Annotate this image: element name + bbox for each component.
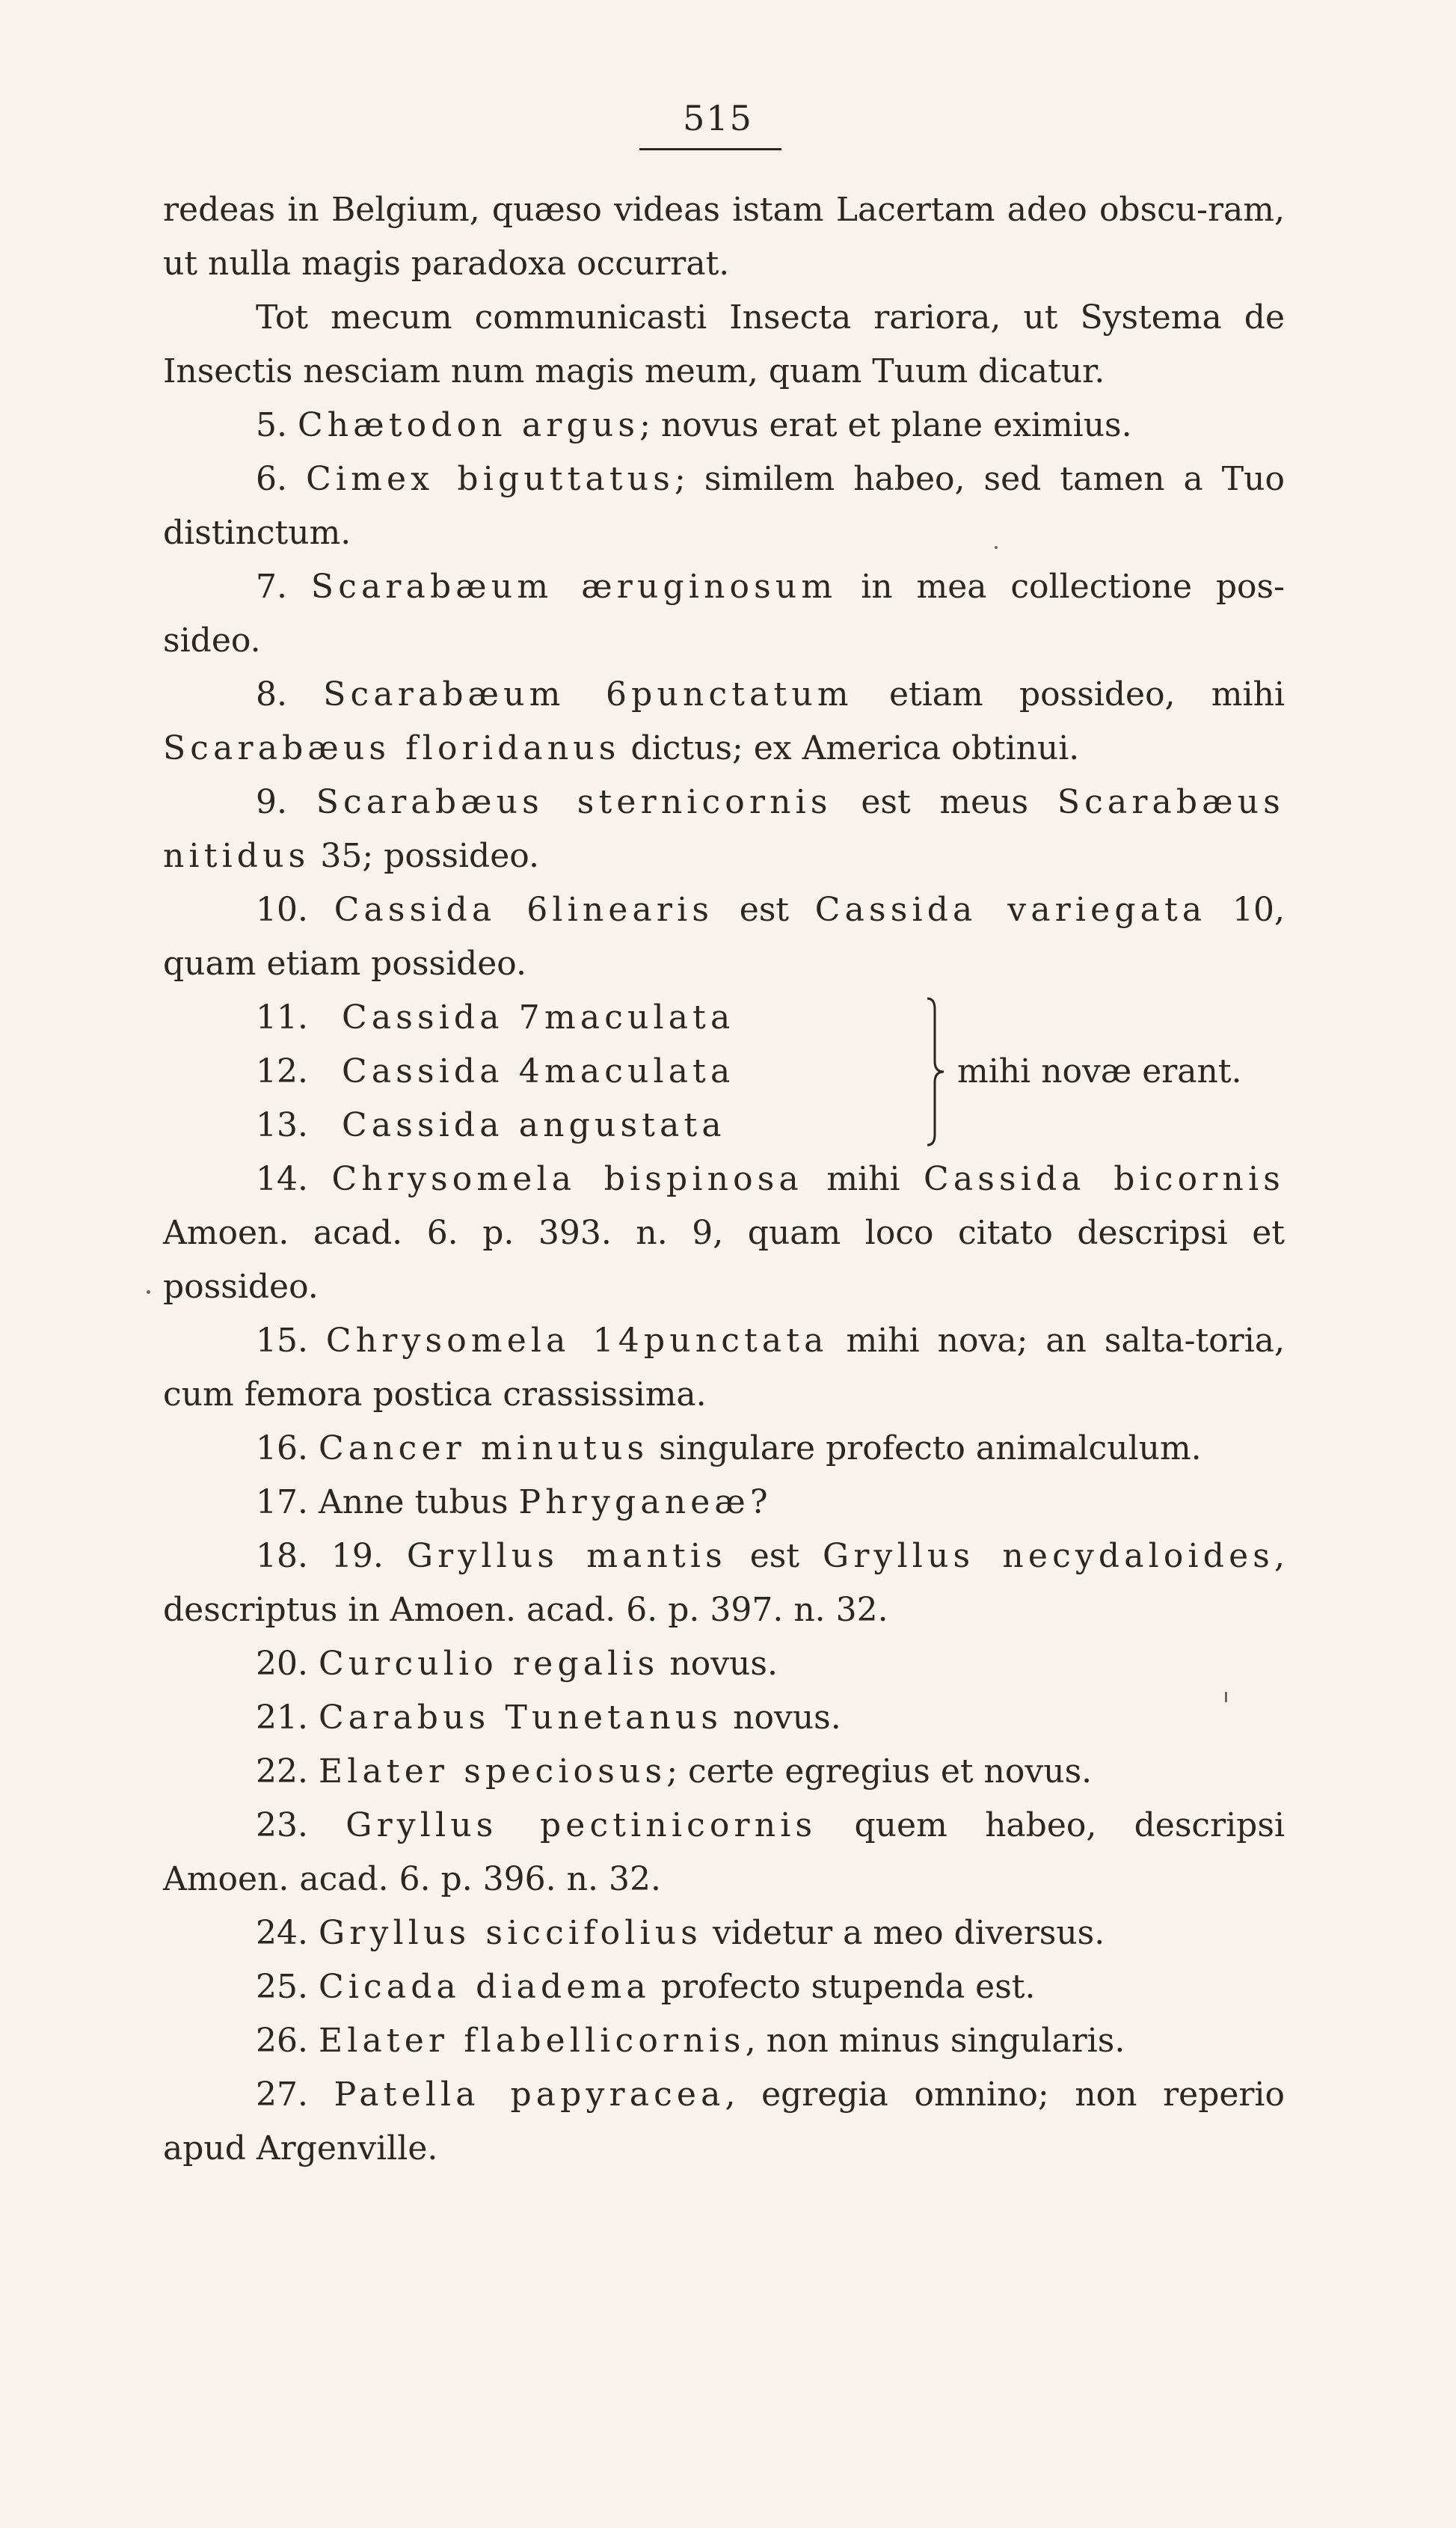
ink-speck — [147, 1290, 150, 1294]
paragraphs-after-group — [163, 1153, 1285, 2176]
paragraph-text: , non minus singularis. — [745, 2022, 1125, 2060]
page-number: 515 — [683, 98, 753, 138]
paragraph-text: 5. — [256, 406, 298, 444]
paragraph-text: quem habeo, descripsi Amoen. acad. 6. p. 396. n. 32. — [163, 1806, 1285, 1898]
paragraph-text: Tot mecum communicasti Insecta rariora, ut Systema de Insectis nesciam num magis meum, quam Tuum dicatur. — [163, 298, 1285, 390]
paragraph — [163, 1422, 1285, 1476]
paragraph — [163, 1960, 1285, 2014]
paragraph — [163, 183, 1285, 291]
paragraph — [163, 1906, 1285, 1960]
paragraphs-before-group — [163, 183, 1285, 991]
paragraph-text: est — [726, 1537, 823, 1575]
species-name: Carabus Tunetanus — [318, 1699, 723, 1737]
paragraph-text: 16. — [256, 1429, 319, 1467]
paragraph-text: , egregia omnino; non reperio apud Argenville. — [163, 2076, 1285, 2167]
brace-note: mihi novæ erant. — [957, 1052, 1242, 1090]
paragraph-text: 26. — [256, 2022, 319, 2060]
species-name: Elater speciosus — [318, 1752, 667, 1791]
paragraph-text: ; similem habeo, sed tamen a Tuo distinctum. — [163, 460, 1285, 552]
paragraph-text: 14. — [256, 1160, 332, 1198]
paragraph — [163, 452, 1285, 560]
paragraph — [163, 776, 1285, 883]
paragraph-text: videtur a meo diversus. — [701, 1914, 1105, 1952]
species-name: Cimex biguttatus — [306, 460, 675, 498]
paragraph — [163, 1691, 1285, 1745]
paragraph-text: 20. — [256, 1645, 319, 1683]
paragraph-text: profecto stupenda est. — [650, 1968, 1036, 2006]
paragraph-text: 24. — [256, 1914, 319, 1952]
paragraph-text: mihi — [802, 1160, 924, 1198]
cassida-brace-group — [163, 991, 1285, 1153]
brace-item — [256, 1045, 929, 1099]
page-number-rule — [639, 148, 781, 150]
paragraph — [163, 560, 1285, 668]
paragraph — [163, 1530, 1285, 1637]
species-name: Gryllus mantis — [406, 1537, 727, 1575]
paragraph — [163, 2014, 1285, 2068]
paragraph-text: mihi nova; an salta-toria, cum femora postica crassissima. — [163, 1322, 1285, 1414]
paragraph — [163, 1153, 1285, 1314]
species-name: Cassida 6linearis — [334, 891, 714, 929]
paragraph-text: singulare profecto animalculum. — [648, 1429, 1202, 1467]
brace-items — [256, 991, 929, 1153]
paragraph-text: est meus — [832, 783, 1057, 821]
paragraph-text: Amoen. acad. 6. p. 393. n. 9, quam loco citato descripsi et possideo. — [163, 1214, 1285, 1306]
species-name: Cassida 7maculata — [342, 998, 735, 1037]
species-name: Chrysomela bispinosa — [331, 1160, 803, 1198]
paragraph-text: 6. — [256, 460, 307, 498]
paragraph — [163, 399, 1285, 452]
paragraph-text: 15. — [256, 1322, 326, 1360]
species-name: Patella papyracea — [334, 2076, 725, 2114]
brace-item — [256, 991, 929, 1045]
species-name: Curculio regalis — [318, 1645, 660, 1683]
species-name: Chætodon argus — [297, 406, 640, 444]
species-name: Scarabæus floridanus — [163, 729, 621, 767]
species-name: Gryllus pectinicornis — [345, 1806, 817, 1844]
brace-item — [256, 1099, 929, 1153]
species-name: Gryllus necydaloides — [823, 1537, 1275, 1575]
paragraph-text: novus. — [659, 1645, 778, 1683]
body-text — [163, 183, 1285, 2176]
paragraph-text: 23. — [256, 1806, 346, 1844]
ink-speck — [1225, 1692, 1227, 1702]
species-name: Phryganeæ — [518, 1483, 750, 1521]
right-curly-brace — [924, 997, 947, 1147]
paragraph-text: 9. — [256, 783, 316, 821]
paragraph — [163, 1476, 1285, 1530]
paragraph-text: 8. — [256, 675, 324, 714]
paragraph-text: 17. Anne tubus — [256, 1483, 519, 1521]
paragraph-text: 18. 19. — [256, 1537, 407, 1575]
paragraph-text: redeas in Belgium, quæso videas istam Lacertam adeo obscu-ram, ut nulla magis paradoxa occurrat. — [163, 191, 1285, 283]
paragraph — [163, 1637, 1285, 1691]
item-number: 11. — [256, 998, 308, 1037]
paragraph-text: dictus; ex America obtinui. — [620, 729, 1080, 767]
paragraph-text: , descriptus in Amoen. acad. 6. p. 397. n. 32. — [163, 1537, 1285, 1629]
paragraph — [163, 291, 1285, 399]
species-name: Cassida 4maculata — [342, 1052, 735, 1090]
paragraph-text: 22. — [256, 1752, 319, 1791]
species-name: Elater flabellicornis — [318, 2022, 746, 2060]
paragraph-text: etiam possideo, mihi — [853, 675, 1285, 714]
species-name: Cassida variegata — [814, 891, 1207, 929]
species-name: Cassida angustata — [342, 1106, 726, 1144]
paragraph — [163, 1314, 1285, 1422]
species-name: Scarabæum 6punctatum — [323, 675, 853, 714]
item-number: 12. — [256, 1052, 308, 1090]
paragraph-text: 10. — [256, 891, 334, 929]
paragraph-text: 27. — [256, 2076, 334, 2114]
paragraph-text: 7. — [256, 568, 311, 606]
ink-speck — [995, 546, 998, 549]
species-name: Scarabæus sternicornis — [316, 783, 832, 821]
paragraph-text: novus. — [722, 1699, 841, 1737]
paragraph-text: ; novus erat et plane eximius. — [639, 406, 1132, 444]
paragraph-text: 35; possideo. — [310, 837, 539, 875]
paragraph — [163, 1799, 1285, 1906]
paragraph — [163, 1745, 1285, 1799]
paragraph-text: ; certe egregius et novus. — [666, 1752, 1093, 1791]
paragraph-text: in mea collectione pos-sideo. — [163, 568, 1285, 660]
item-number: 13. — [256, 1106, 308, 1144]
paragraph — [163, 883, 1285, 991]
paragraph-text: 10, quam etiam possideo. — [163, 891, 1285, 983]
species-name: Scarabæus nitidus — [163, 783, 1285, 875]
species-name: Gryllus siccifolius — [318, 1914, 702, 1952]
paragraph-text: est — [713, 891, 815, 929]
paragraph-text: ? — [749, 1483, 768, 1521]
species-name: Scarabæum æruginosum — [310, 568, 838, 606]
paragraph — [163, 2068, 1285, 2176]
species-name: Cancer minutus — [318, 1429, 649, 1467]
paragraph-text: 25. — [256, 1968, 319, 2006]
paragraph-text: 21. — [256, 1699, 319, 1737]
species-name: Cassida bicornis — [924, 1160, 1285, 1198]
paragraph — [163, 668, 1285, 776]
species-name: Cicada diadema — [318, 1968, 651, 2006]
species-name: Chrysomela 14punctata — [325, 1322, 829, 1360]
